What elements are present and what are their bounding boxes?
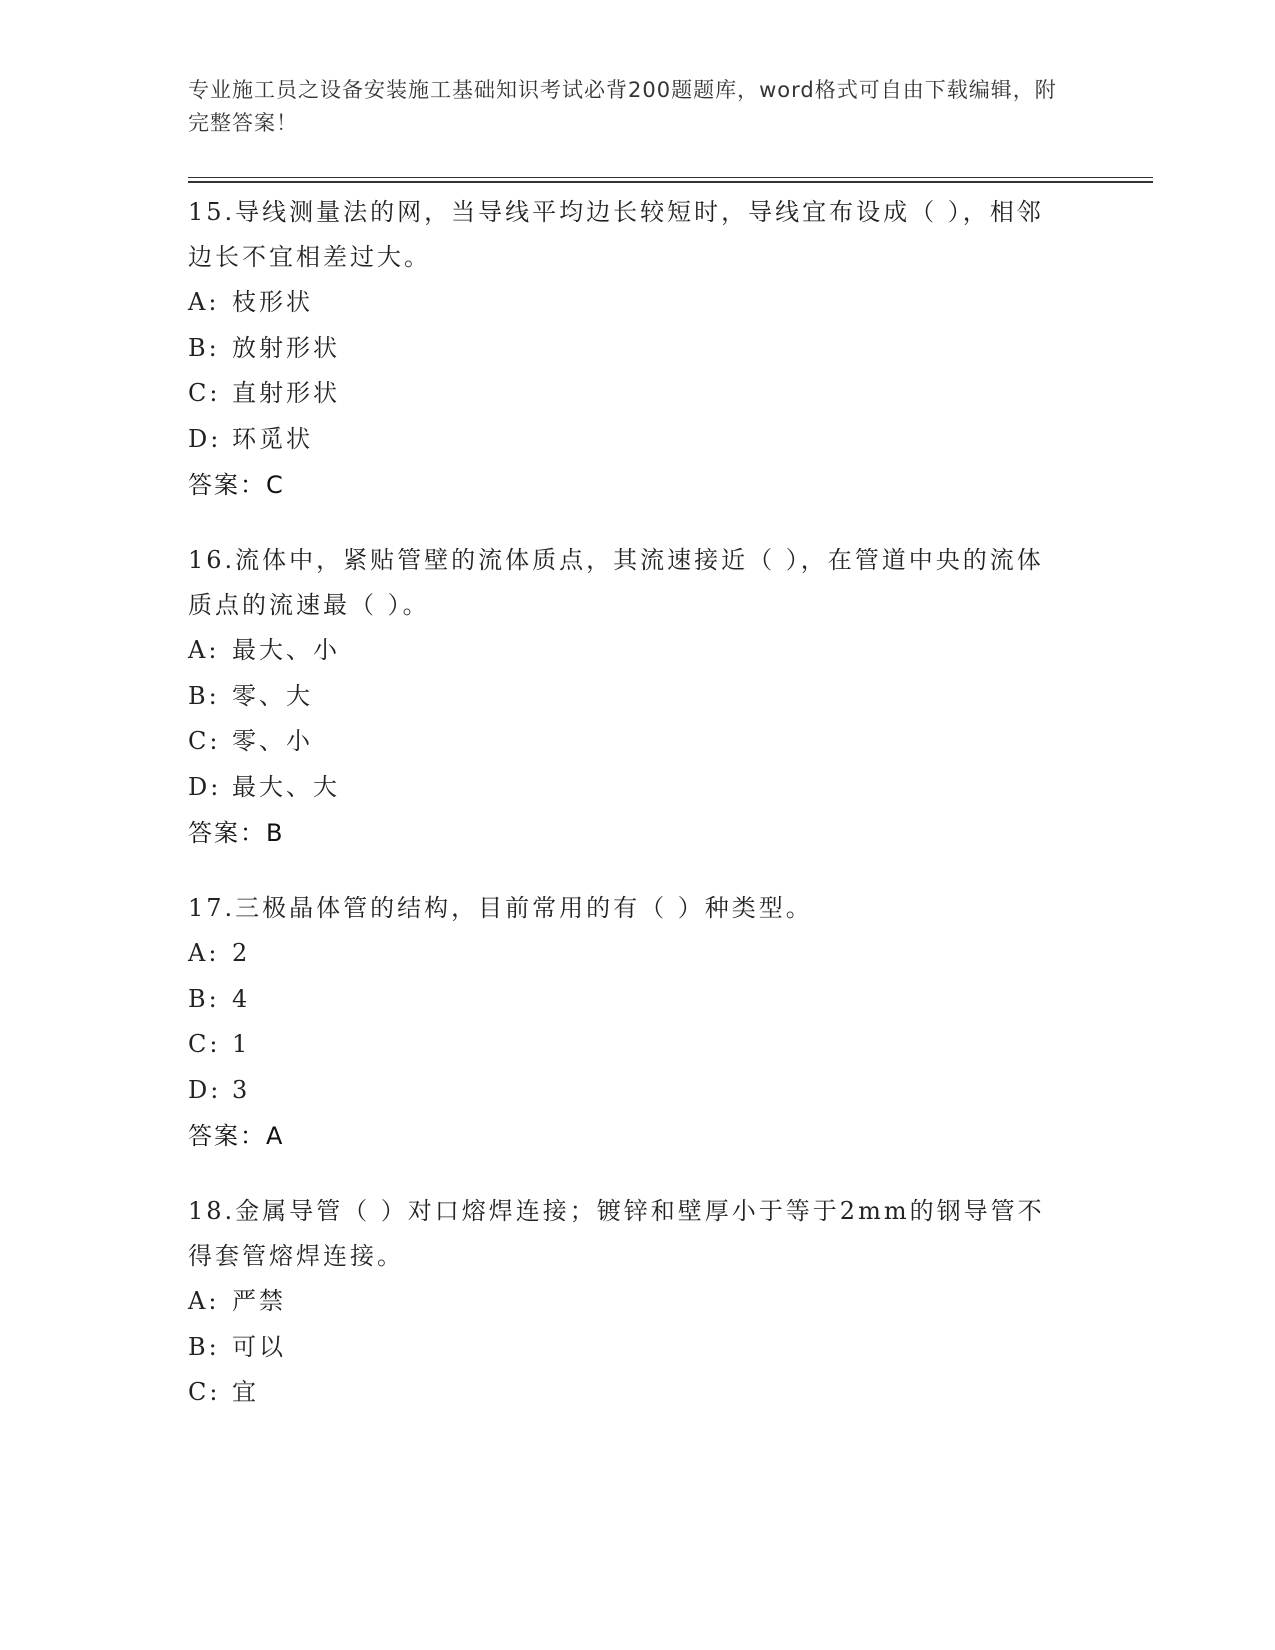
question-17 [188, 886, 1068, 1159]
question-text: 16.流体中，紧贴管壁的流体质点，其流速接近（ ），在管道中央的流体质点的流速最（ ）。 [188, 546, 1044, 619]
option-b [188, 326, 1068, 372]
option-text: 零、小 [232, 727, 313, 755]
option-key: B: [188, 1332, 220, 1361]
header-divider-thick [188, 181, 1153, 183]
option-key: D: [188, 1075, 222, 1104]
document-header [188, 74, 1068, 140]
option-b [188, 977, 1068, 1023]
option-text: 零、大 [232, 681, 313, 710]
option-d [188, 417, 1068, 463]
option-key: A: [188, 636, 220, 664]
header-divider-thin [188, 177, 1153, 178]
option-key: D: [188, 424, 222, 453]
option-text: 1 [232, 1030, 251, 1058]
question-list [188, 190, 1068, 1446]
question-15 [188, 190, 1068, 508]
option-b [188, 674, 1068, 720]
option-c [188, 719, 1068, 765]
option-a [188, 280, 1068, 326]
question-16 [188, 538, 1068, 856]
option-text: 宜 [232, 1378, 259, 1406]
question-text: 15.导线测量法的网，当导线平均边长较短时，导线宜布设成（ ），相邻边长不宜相差过大。 [188, 198, 1044, 271]
option-key: C: [188, 727, 221, 755]
option-key: C: [188, 379, 221, 407]
question-text: 18.金属导管（ ）对口熔焊连接；镀锌和壁厚小于等于2mm的钢导管不得套管熔焊连接。 [188, 1197, 1045, 1270]
option-text: 放射形状 [232, 333, 340, 362]
option-key: C: [188, 1378, 221, 1406]
option-key: A: [188, 939, 220, 967]
option-text: 可以 [232, 1332, 286, 1361]
option-text: 4 [232, 984, 251, 1013]
option-key: C: [188, 1030, 221, 1058]
option-text: 严禁 [232, 1287, 286, 1315]
option-b [188, 1325, 1068, 1371]
option-text: 3 [232, 1075, 251, 1104]
option-d [188, 1068, 1068, 1114]
option-c [188, 1370, 1068, 1416]
option-key: A: [188, 288, 220, 316]
question-text: 17.三极晶体管的结构，目前常用的有（ ）种类型。 [188, 894, 813, 922]
option-text: 2 [232, 939, 251, 967]
option-c [188, 1022, 1068, 1068]
option-a [188, 1279, 1068, 1325]
answer-line: 答案：B [188, 819, 285, 847]
option-c [188, 371, 1068, 417]
header-text: 专业施工员之设备安装施工基础知识考试必背200题题库，word格式可自由下载编辑，附完整答案！ [188, 78, 1057, 135]
option-text: 最大、小 [232, 636, 340, 664]
answer-line: 答案：A [188, 1122, 285, 1150]
option-text: 枝形状 [232, 288, 313, 316]
option-key: B: [188, 681, 220, 710]
option-text: 环觅状 [232, 424, 313, 453]
question-18 [188, 1189, 1068, 1416]
option-text: 最大、大 [232, 772, 340, 801]
option-key: B: [188, 333, 220, 362]
option-key: B: [188, 984, 220, 1013]
answer-line: 答案：C [188, 471, 285, 499]
option-a [188, 931, 1068, 977]
option-key: D: [188, 772, 222, 801]
option-d [188, 765, 1068, 811]
option-text: 直射形状 [232, 379, 340, 407]
option-a [188, 628, 1068, 674]
option-key: A: [188, 1287, 220, 1315]
